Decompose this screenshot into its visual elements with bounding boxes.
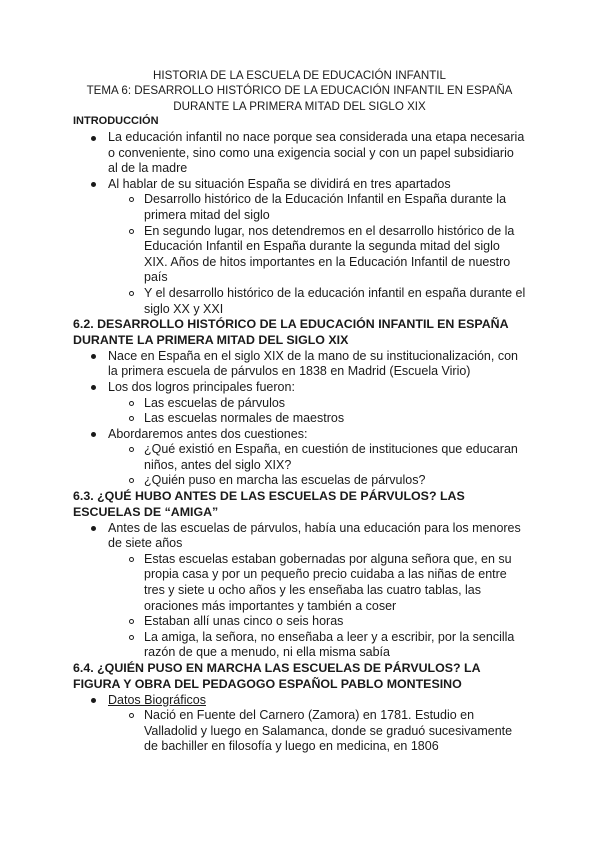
header-topic: TEMA 6: DESARROLLO HISTÓRICO DE LA EDUCACIÓN INFANTIL EN ESPAÑA	[86, 84, 513, 98]
sub-bullet-item: Nació en Fuente del Carnero (Zamora) en 1781. Estudio en Valladolid y luego en Salamanca, donde se graduó sucesivamente de bachiller en filosofía y luego en medicina, en 1806	[108, 708, 526, 755]
bullet-item	[73, 349, 526, 380]
sub-bullet-item: Y el desarrollo histórico de la educación infantil en españa durante el siglo XX y XXI	[108, 286, 526, 317]
section-heading: 6.3. ¿QUÉ HUBO ANTES DE LAS ESCUELAS DE PÁRVULOS? LAS ESCUELAS DE “AMIGA”	[73, 489, 465, 519]
document-header	[73, 68, 526, 114]
sub-bullet-list	[108, 192, 526, 317]
bullet-item	[73, 693, 526, 755]
bullet-text: Al hablar de su situación España se dividirá en tres apartados	[108, 176, 451, 191]
sub-bullet-list	[108, 552, 526, 661]
bullet-item	[73, 130, 526, 177]
section-6-4	[73, 661, 526, 755]
bullet-text: Los dos logros principales fueron:	[108, 379, 295, 394]
bullet-item	[73, 177, 526, 317]
section-heading: INTRODUCCIÓN	[73, 115, 159, 128]
sub-bullet-item: En segundo lugar, nos detendremos en el desarrollo histórico de la Educación Infantil en España durante la segunda mitad del siglo XIX. Años de hitos importantes en la Educación Infantil de nuestro país	[108, 224, 526, 286]
sub-bullet-list	[108, 396, 526, 427]
bullet-text: Abordaremos antes dos cuestiones:	[108, 426, 308, 441]
bullet-list	[73, 130, 526, 317]
bullet-text-underlined: Datos Biográficos	[108, 692, 206, 707]
sub-bullet-item: Las escuelas normales de maestros	[108, 411, 526, 427]
sub-bullet-list	[108, 442, 526, 489]
bullet-text: La educación infantil no nace porque sea considerada una etapa necesaria o conveniente, sino como una exigencia social y con un papel subsidiario al de la madre	[108, 130, 525, 176]
bullet-text: Nace en España en el siglo XIX de la mano de su institucionalización, con la primera escuela de párvulos en 1838 en Madrid (Escuela Virio)	[108, 348, 518, 379]
section-6-3	[73, 489, 526, 661]
section-heading: 6.2. DESARROLLO HISTÓRICO DE LA EDUCACIÓN INFANTIL EN ESPAÑA DURANTE LA PRIMERA MITAD DEL SIGLO XIX	[73, 317, 509, 347]
sub-bullet-item: Estas escuelas estaban gobernadas por alguna señora que, en su propia casa y por un pequeño precio cuidaba a las niñas de entre tres y siete u ocho años y les enseñaba las cuatro tablas, las oraciones más importantes y también a coser	[108, 552, 526, 614]
section-introduccion	[73, 114, 526, 317]
bullet-item	[73, 521, 526, 661]
bullet-list	[73, 521, 526, 661]
sub-bullet-list	[108, 708, 526, 755]
bullet-text: Antes de las escuelas de párvulos, había una educación para los menores de siete años	[108, 520, 521, 551]
bullet-list	[73, 693, 526, 755]
header-title: HISTORIA DE LA ESCUELA DE EDUCACIÓN INFANTIL	[153, 69, 446, 82]
sub-bullet-item: Desarrollo histórico de la Educación Infantil en España durante la primera mitad del siglo	[108, 192, 526, 223]
sub-bullet-item: Estaban allí unas cinco o seis horas	[108, 614, 526, 630]
sub-bullet-item: ¿Quién puso en marcha las escuelas de párvulos?	[108, 473, 526, 489]
sub-bullet-item: La amiga, la señora, no enseñaba a leer y a escribir, por la sencilla razón de que a menudo, ni ella misma sabía	[108, 630, 526, 661]
header-topic-continued: DURANTE LA PRIMERA MITAD DEL SIGLO XIX	[173, 99, 426, 113]
bullet-item	[73, 427, 526, 489]
sub-bullet-item: ¿Qué existió en España, en cuestión de instituciones que educaran niños, antes del siglo XIX?	[108, 442, 526, 473]
bullet-list	[73, 349, 526, 489]
section-6-2	[73, 317, 526, 489]
bullet-item	[73, 380, 526, 427]
section-heading: 6.4. ¿QUIÉN PUSO EN MARCHA LAS ESCUELAS DE PÁRVULOS? LA FIGURA Y OBRA DEL PEDAGOGO ESPAÑOL PABLO MONTESINO	[73, 661, 481, 691]
sub-bullet-item: Las escuelas de párvulos	[108, 396, 526, 412]
